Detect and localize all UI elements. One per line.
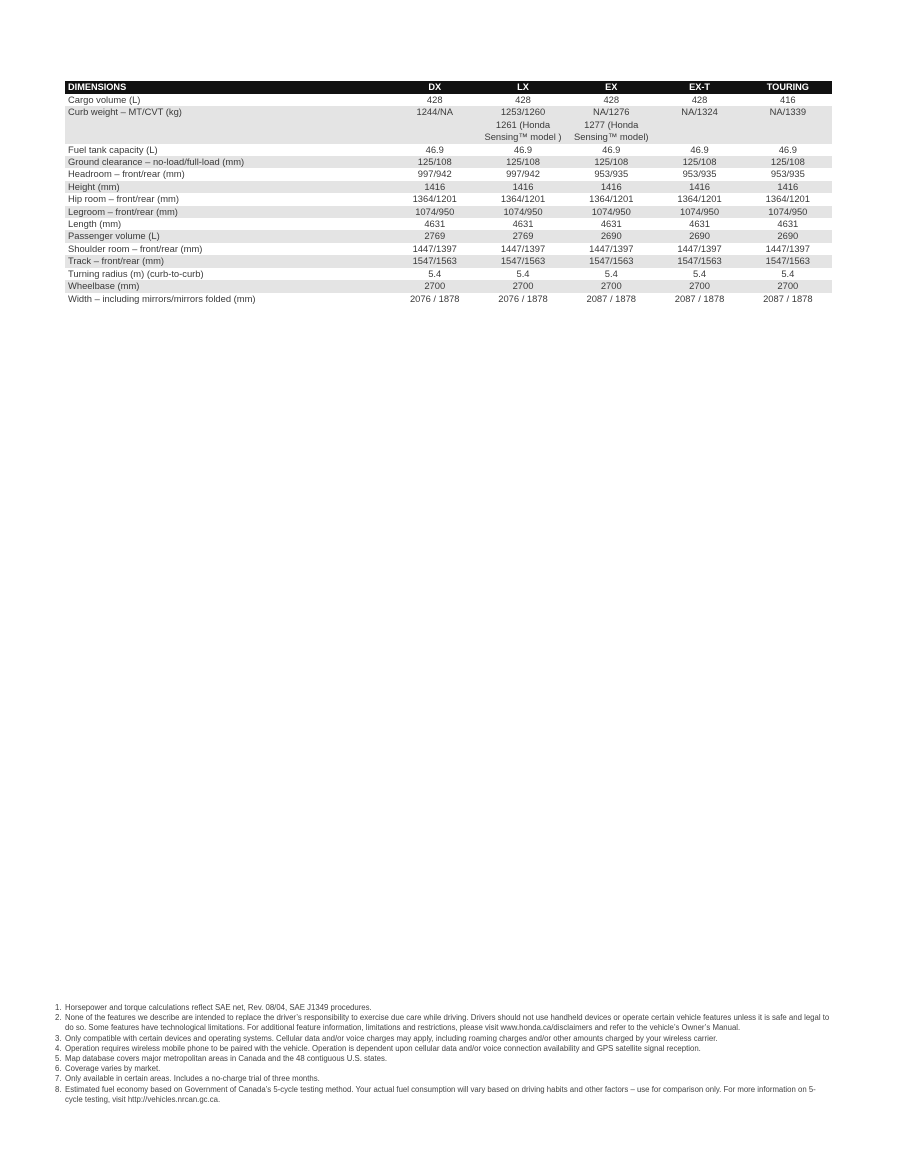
row-value: 1416 — [391, 181, 479, 193]
row-value: 125/108 — [655, 156, 743, 168]
row-value: 2690 — [744, 230, 832, 242]
row-value: 1074/950 — [567, 206, 655, 218]
footnote-number: 2. — [55, 1013, 62, 1023]
row-value: 1244/NA — [391, 106, 479, 143]
table-row — [65, 230, 832, 242]
row-value: 997/942 — [417, 168, 452, 180]
row-value: 1364/1201 — [765, 193, 810, 205]
footnote-item — [55, 1013, 830, 1033]
row-value: 1416 — [744, 181, 832, 193]
row-label: Turning radius (m) (curb-to-curb) — [68, 267, 204, 279]
footnote-text: None of the features we describe are intended to replace the driver’s responsibility to exercise due care while driving. Drivers should not use handheld devices or operate certain vehicle features unless it is safe and legal to do so. Some features have technological limitations. For additional feature information, limitations and restrictions, please visit www.honda.ca/disclaimers and refer to the vehicle’s Owner’s Manual. — [65, 1013, 830, 1033]
row-label: Passenger volume (L) — [65, 230, 391, 242]
row-value: 1074/950 — [655, 206, 743, 218]
footnote-item — [55, 1074, 830, 1084]
table-row — [65, 156, 832, 168]
row-value: 5.4 — [428, 267, 442, 279]
row-label: Height (mm) — [65, 181, 391, 193]
row-value: 46.9 — [513, 143, 533, 155]
row-value: 953/935 — [770, 168, 805, 180]
row-value: 1447/1397 — [677, 242, 722, 254]
row-label: Track – front/rear (mm) — [65, 255, 391, 267]
row-value: 2087 / 1878 — [674, 292, 725, 304]
footnote-number: 3. — [55, 1033, 62, 1043]
footnote-text: Map database covers major metropolitan areas in Canada and the 48 contiguous U.S. states. — [65, 1054, 388, 1064]
row-value: 4631 — [424, 218, 446, 230]
row-value: 2087 / 1878 — [586, 292, 637, 304]
row-value: 997/942 — [506, 168, 540, 180]
row-label: Legroom – front/rear (mm) — [65, 206, 391, 218]
footnotes-list — [55, 1003, 830, 1105]
row-value: 1547/1563 — [655, 255, 743, 267]
footnote-item — [55, 1034, 830, 1044]
row-value: 1074/950 — [391, 206, 479, 218]
row-value: 1416 — [567, 181, 655, 193]
footnote-text: Coverage varies by market. — [65, 1064, 161, 1074]
table-row — [65, 293, 832, 305]
table-row — [65, 193, 832, 205]
row-value: 2076 / 1878 — [409, 292, 460, 304]
row-value: 2700 — [391, 280, 479, 292]
row-label: Shoulder room – front/rear (mm) — [68, 242, 203, 254]
footnote-item — [55, 1085, 830, 1105]
table-row — [65, 280, 832, 292]
footnote-text: Estimated fuel economy based on Government of Canada’s 5-cycle testing method. Your actual fuel consumption will vary based on driving habits and other factors – use for comparison only. For more information on 5-cycle testing, visit http://vehicles.nrcan.gc.ca. — [65, 1084, 816, 1104]
footnote-text: Only available in certain areas. Includes a no-charge trial of three months. — [65, 1074, 320, 1084]
row-label: Curb weight – MT/CVT (kg) — [65, 106, 391, 143]
row-value: 125/108 — [479, 156, 567, 168]
table-row — [65, 268, 832, 280]
table-row — [65, 94, 832, 106]
row-value: 2700 — [567, 280, 655, 292]
row-value: 1447/1397 — [412, 242, 457, 254]
table-row — [65, 218, 832, 230]
footnote-text: Only compatible with certain devices and operating systems. Cellular data and/or voice charges may apply, including roaming charges and/or other amounts charged by your wireless carrier. — [65, 1033, 718, 1043]
row-value: 2087 / 1878 — [763, 292, 813, 304]
row-value: 2076 / 1878 — [498, 292, 548, 304]
table-row — [65, 144, 832, 156]
row-value: 953/935 — [594, 168, 629, 180]
row-value: 428 — [603, 94, 620, 105]
row-value: 46.9 — [602, 143, 621, 155]
row-value: NA/1324 — [655, 106, 743, 143]
row-value: 1447/1397 — [765, 242, 810, 254]
row-value: 46.9 — [690, 143, 709, 155]
table-row — [65, 255, 832, 267]
footnote-number: 1. — [55, 1003, 62, 1012]
table-row — [65, 243, 832, 255]
row-label: Length (mm) — [68, 218, 122, 230]
row-value: 46.9 — [778, 143, 797, 155]
row-label: Ground clearance – no-load/full-load (mm) — [65, 156, 391, 168]
footnote-item — [55, 1044, 830, 1054]
row-label: Width – including mirrors/mirrors folded (mm) — [68, 292, 256, 304]
table-row — [65, 206, 832, 218]
row-value: 428 — [691, 94, 708, 105]
row-label: Fuel tank capacity (L) — [68, 143, 158, 155]
row-value: 1364/1201 — [677, 193, 722, 205]
row-value: NA/1276 1277 (Honda Sensing™ model) — [567, 106, 655, 143]
header-touring: TOURING — [744, 81, 832, 94]
row-label: Hip room – front/rear (mm) — [68, 193, 179, 205]
row-value: 5.4 — [604, 267, 618, 279]
row-value: 1447/1397 — [589, 242, 634, 254]
row-value: 4631 — [600, 218, 622, 230]
row-value: 1547/1563 — [479, 255, 567, 267]
row-value: 953/935 — [682, 168, 717, 180]
row-value: 4631 — [512, 218, 534, 230]
row-value: 1074/950 — [479, 206, 567, 218]
row-value: 1364/1201 — [412, 193, 457, 205]
row-value: 1547/1563 — [567, 255, 655, 267]
row-value: 1416 — [479, 181, 567, 193]
table-row — [65, 106, 832, 143]
table-header-row — [65, 81, 832, 94]
row-value: 1074/950 — [744, 206, 832, 218]
row-value: 1547/1563 — [391, 255, 479, 267]
row-value: 2700 — [744, 280, 832, 292]
header-ex-t: EX-T — [655, 81, 743, 94]
row-value: NA/1339 — [744, 106, 832, 143]
row-value: 4631 — [777, 218, 799, 230]
row-value: 1547/1563 — [744, 255, 832, 267]
footnote-number: 4. — [55, 1043, 62, 1053]
footnote-item — [55, 1064, 830, 1074]
row-value: 428 — [426, 94, 443, 105]
footnote-text: Horsepower and torque calculations reflect SAE net, Rev. 08/04, SAE J1349 procedures. — [65, 1003, 372, 1012]
header-lx: LX — [479, 81, 567, 94]
row-value: 1364/1201 — [589, 193, 634, 205]
row-value: 2700 — [479, 280, 567, 292]
row-value: 5.4 — [516, 267, 530, 279]
dimensions-table — [65, 81, 832, 305]
row-value: 1416 — [655, 181, 743, 193]
row-value: 1364/1201 — [500, 193, 546, 205]
row-value: 1447/1397 — [500, 242, 546, 254]
footnote-number: 7. — [55, 1074, 62, 1084]
footnote-text: Operation requires wireless mobile phone to be paired with the vehicle. Operation is dependent upon cellular data and/or voice connection availability and GPS satellite signal reception. — [65, 1043, 701, 1053]
header-ex: EX — [567, 81, 655, 94]
footnote-item — [55, 1003, 830, 1013]
row-label: Cargo volume (L) — [68, 94, 141, 105]
footnote-number: 6. — [55, 1064, 62, 1074]
row-value: 2700 — [655, 280, 743, 292]
footnote-number: 8. — [55, 1084, 62, 1094]
footnote-item — [55, 1054, 830, 1064]
row-label: Headroom – front/rear (mm) — [68, 168, 185, 180]
row-value: 2769 — [479, 230, 567, 242]
row-value: 2690 — [655, 230, 743, 242]
row-value: 1253/1260 1261 (Honda Sensing™ model ) — [479, 106, 567, 143]
row-value: 125/108 — [567, 156, 655, 168]
table-row — [65, 168, 832, 180]
row-value: 2769 — [391, 230, 479, 242]
row-value: 4631 — [689, 218, 710, 230]
row-value: 125/108 — [744, 156, 832, 168]
footnote-number: 5. — [55, 1054, 62, 1064]
header-dx: DX — [391, 81, 479, 94]
row-value: 416 — [780, 94, 796, 105]
row-label: Wheelbase (mm) — [65, 280, 391, 292]
row-value: 5.4 — [693, 267, 707, 279]
row-value: 5.4 — [781, 267, 795, 279]
row-value: 46.9 — [425, 143, 444, 155]
table-row — [65, 181, 832, 193]
header-dimensions: DIMENSIONS — [65, 81, 391, 94]
row-value: 125/108 — [391, 156, 479, 168]
row-value: 428 — [515, 94, 531, 105]
table-body — [65, 94, 832, 305]
row-value: 2690 — [567, 230, 655, 242]
